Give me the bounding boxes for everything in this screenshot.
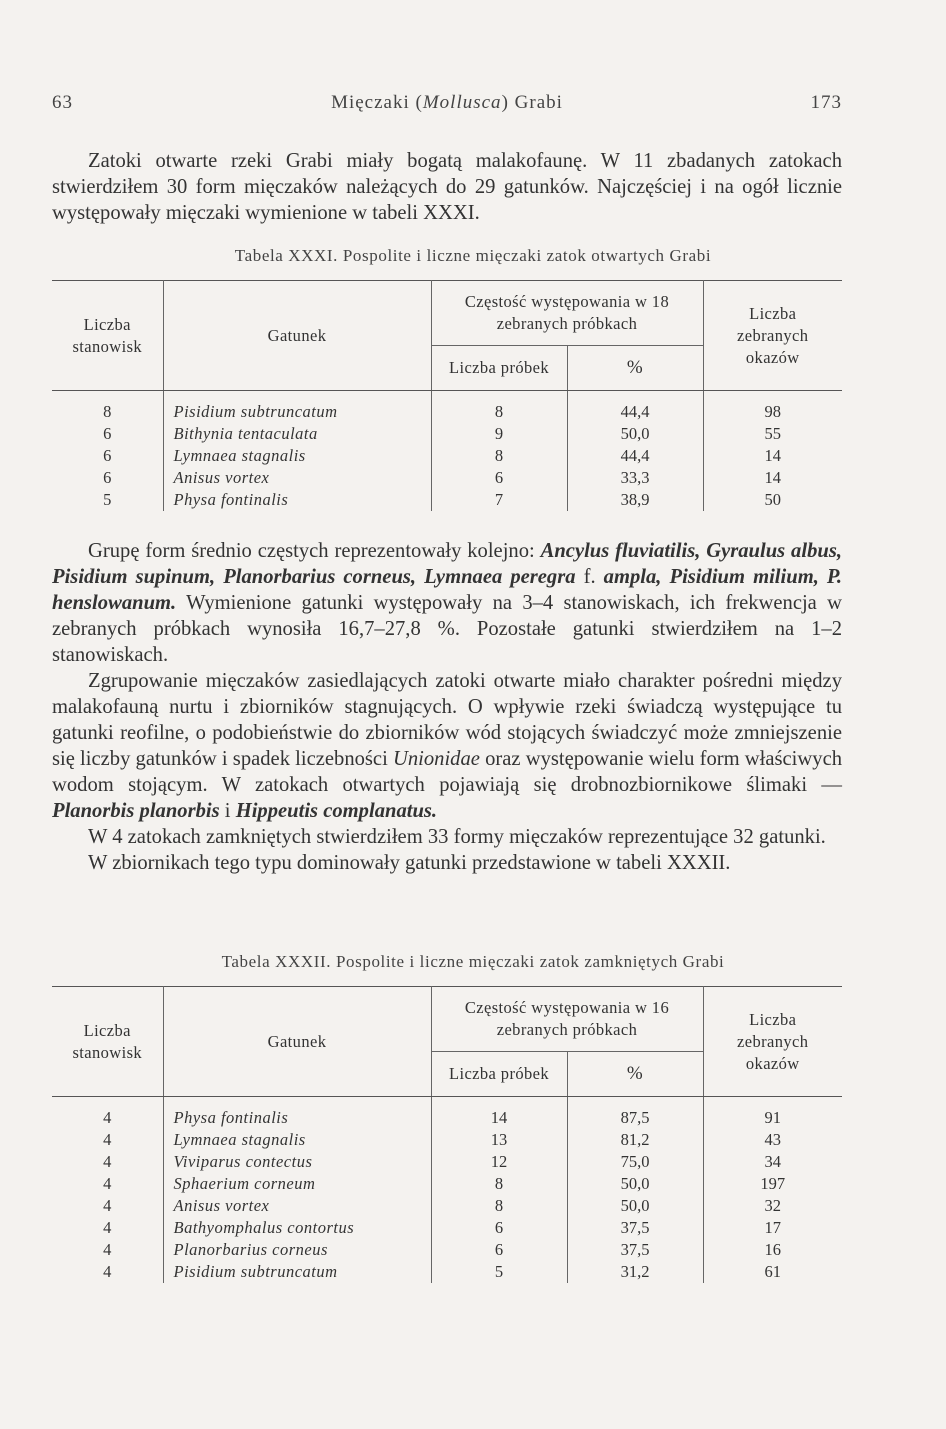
table1-station-count: 6 [103, 446, 112, 465]
table-xxxi [52, 280, 842, 511]
page-number-left: 63 [52, 92, 73, 113]
p1-species-list-2: ampla, Pisidium milium, P. henslowanum. [52, 566, 842, 614]
table1-station-count: 8 [103, 402, 112, 421]
p1-text-c: Wymienione gatunki występowały na 3–4 stanowiskach, ich frekwencja w zebranych próbkach wynosiła 16,7–27,8 %. Pozostałe gatunki stwierdziłem na 1–2 stanowiskach. [52, 592, 842, 666]
table1-sample-count: 9 [431, 423, 567, 445]
table1-row [52, 467, 842, 489]
paragraph-2 [52, 668, 842, 824]
table2-station-count: 4 [103, 1108, 112, 1127]
running-header [52, 92, 842, 122]
table2-station-count: 4 [103, 1196, 112, 1215]
table2-row [52, 1129, 842, 1151]
table2-frequency-percent: 81,2 [567, 1129, 703, 1151]
intro-paragraph [52, 148, 842, 226]
p2-taxon-unionidae: Unionidae [392, 748, 480, 770]
table2-sample-count: 12 [431, 1151, 567, 1173]
table2-sample-count: 13 [431, 1129, 567, 1151]
table2-row [52, 1261, 842, 1283]
table1-row [52, 445, 842, 467]
table2-row [52, 1097, 842, 1130]
running-title-latin: Mollusca [422, 92, 502, 113]
table2-specimen-count: 61 [703, 1261, 842, 1283]
table1-station-count: 6 [103, 468, 112, 487]
table1-species-name: Pisidium subtruncatum [163, 391, 431, 424]
table1-caption: Tabela XXXI. Pospolite i liczne mięczaki zatok otwartych Grabi [234, 246, 712, 265]
p2-text-c: i [219, 800, 236, 822]
table1-species-name: Anisus vortex [163, 467, 431, 489]
intro-text: Zatoki otwarte rzeki Grabi miały bogatą malakofaunę. W 11 zbadanych zatokach stwierdziłem 30 form mięczaków należących do 29 gatunków. Najczęściej i na ogół licznie występowały mięczaki wymienione w tabeli XXXI. [52, 150, 842, 224]
table2-station-count: 4 [103, 1174, 112, 1193]
table2-sample-count: 8 [431, 1173, 567, 1195]
table2-station-count: 4 [103, 1152, 112, 1171]
table2-row [52, 1151, 842, 1173]
table2-header-row-1 [52, 987, 842, 1052]
table2-species-name: Lymnaea stagnalis [163, 1129, 431, 1151]
table1-sample-count: 6 [431, 467, 567, 489]
table2-station-count: 4 [103, 1130, 112, 1149]
table1-col-stations: Liczba stanowisk [52, 281, 163, 391]
p2-text-b: oraz występowanie wielu form właściwych wodom stojącym. W zatokach otwartych pojawiają się drobnozbiornikowe ślimaki — [52, 748, 843, 796]
table2-frequency-percent: 31,2 [567, 1261, 703, 1283]
table2-species-name: Pisidium subtruncatum [163, 1261, 431, 1283]
table2-frequency-percent: 50,0 [567, 1195, 703, 1217]
running-title-post: ) Grabi [501, 92, 563, 113]
table1-specimen-count: 50 [703, 489, 842, 511]
table1-col-percent: % [567, 346, 703, 391]
table1-row [52, 391, 842, 424]
table1-header-row-1 [52, 281, 842, 346]
paragraph-4: W zbiornikach tego typu dominowały gatunki przedstawione w tabeli XXXII. [88, 852, 731, 874]
table2-row [52, 1239, 842, 1261]
table1-col-species: Gatunek [163, 281, 431, 391]
table2-caption: Tabela XXXII. Pospolite i liczne mięczaki zatok zamkniętych Grabi [221, 952, 725, 971]
table2-col-frequency: Częstość występowania w 16 zebranych próbkach [431, 987, 703, 1052]
table1-species-name: Lymnaea stagnalis [163, 445, 431, 467]
table2-station-count: 4 [103, 1218, 112, 1237]
table2-sample-count: 5 [431, 1261, 567, 1283]
table2-sample-count: 6 [431, 1217, 567, 1239]
table2-specimen-count: 17 [703, 1217, 842, 1239]
body-text [52, 538, 842, 876]
table1-specimen-count: 55 [703, 423, 842, 445]
running-title-pre: Mięczaki ( [331, 92, 423, 113]
table1-sample-count: 8 [431, 445, 567, 467]
table2-specimen-count: 91 [703, 1097, 842, 1130]
table2-col-samples: Liczba próbek [431, 1052, 567, 1097]
table2-station-count: 4 [103, 1262, 112, 1281]
table2-frequency-percent: 37,5 [567, 1217, 703, 1239]
table2-specimen-count: 43 [703, 1129, 842, 1151]
page-number-right: 173 [810, 92, 842, 113]
running-title [52, 92, 842, 114]
table2-frequency-percent: 87,5 [567, 1097, 703, 1130]
table2-col-percent: % [567, 1052, 703, 1097]
table-xxxii [52, 986, 842, 1283]
table2-row [52, 1195, 842, 1217]
table2-specimen-count: 16 [703, 1239, 842, 1261]
p1-text-a: Grupę form średnio częstych reprezentowały kolejno: [88, 540, 541, 562]
table1-row [52, 489, 842, 511]
table2-frequency-percent: 37,5 [567, 1239, 703, 1261]
table1-frequency-percent: 44,4 [567, 445, 703, 467]
table2-col-stations: Liczba stanowisk [52, 987, 163, 1097]
table1-sample-count: 7 [431, 489, 567, 511]
paragraph-3: W 4 zatokach zamkniętych stwierdziłem 33 formy mięczaków reprezentujące 32 gatunki. [88, 826, 826, 848]
table1-specimen-count: 14 [703, 467, 842, 489]
table2-specimen-count: 34 [703, 1151, 842, 1173]
table2-row [52, 1217, 842, 1239]
table1-frequency-percent: 33,3 [567, 467, 703, 489]
table2-sample-count: 14 [431, 1097, 567, 1130]
table1-frequency-percent: 44,4 [567, 391, 703, 424]
table2-col-species: Gatunek [163, 987, 431, 1097]
p2-text-a: Zgrupowanie mięczaków zasiedlających zatoki otwarte miało charakter pośredni między malakofauną nurtu i zbiorników stagnujących. O wpływie rzeki świadczą występujące tu gatunki reofilne, o podobieństwie do zbiorników wód stojących świadczyć może zmniejszenie się liczby gatunków i spadek liczebności [52, 670, 842, 770]
table2-species-name: Bathyomphalus contortus [163, 1217, 431, 1239]
p2-species-planorbis: Planorbis planorbis [52, 800, 220, 822]
table2-col-specimens: Liczba zebranych okazów [703, 987, 842, 1097]
table1-species-name: Bithynia tentaculata [163, 423, 431, 445]
table1-specimen-count: 14 [703, 445, 842, 467]
table1-col-frequency: Częstość występowania w 18 zebranych próbkach [431, 281, 703, 346]
table1-sample-count: 8 [431, 391, 567, 424]
table1-station-count: 6 [103, 424, 112, 443]
table2-frequency-percent: 50,0 [567, 1173, 703, 1195]
table2-sample-count: 8 [431, 1195, 567, 1217]
table2-specimen-count: 32 [703, 1195, 842, 1217]
table1-species-name: Physa fontinalis [163, 489, 431, 511]
table2-species-name: Viviparus contectus [163, 1151, 431, 1173]
table2-frequency-percent: 75,0 [567, 1151, 703, 1173]
table1-col-specimens: Liczba zebranych okazów [703, 281, 842, 391]
p2-species-hippeutis: Hippeutis complanatus. [235, 800, 438, 822]
p1-species-list-1: Ancylus fluviatilis, Gyraulus albus, Pisidium supinum, Planorbarius corneus, Lymnaea peregra [52, 540, 842, 588]
table2-species-name: Anisus vortex [163, 1195, 431, 1217]
table2-species-name: Planorbarius corneus [163, 1239, 431, 1261]
paragraph-1 [52, 538, 842, 668]
table1-specimen-count: 98 [703, 391, 842, 424]
table1-frequency-percent: 38,9 [567, 489, 703, 511]
table2-row [52, 1173, 842, 1195]
table2-station-count: 4 [103, 1240, 112, 1259]
table2-specimen-count: 197 [703, 1173, 842, 1195]
table1-row [52, 423, 842, 445]
table2-species-name: Physa fontinalis [163, 1097, 431, 1130]
table1-col-samples: Liczba próbek [431, 346, 567, 391]
table2-sample-count: 6 [431, 1239, 567, 1261]
table2-species-name: Sphaerium corneum [163, 1173, 431, 1195]
table1-station-count: 5 [103, 490, 112, 509]
table1-frequency-percent: 50,0 [567, 423, 703, 445]
p1-text-b: f. [575, 566, 604, 588]
